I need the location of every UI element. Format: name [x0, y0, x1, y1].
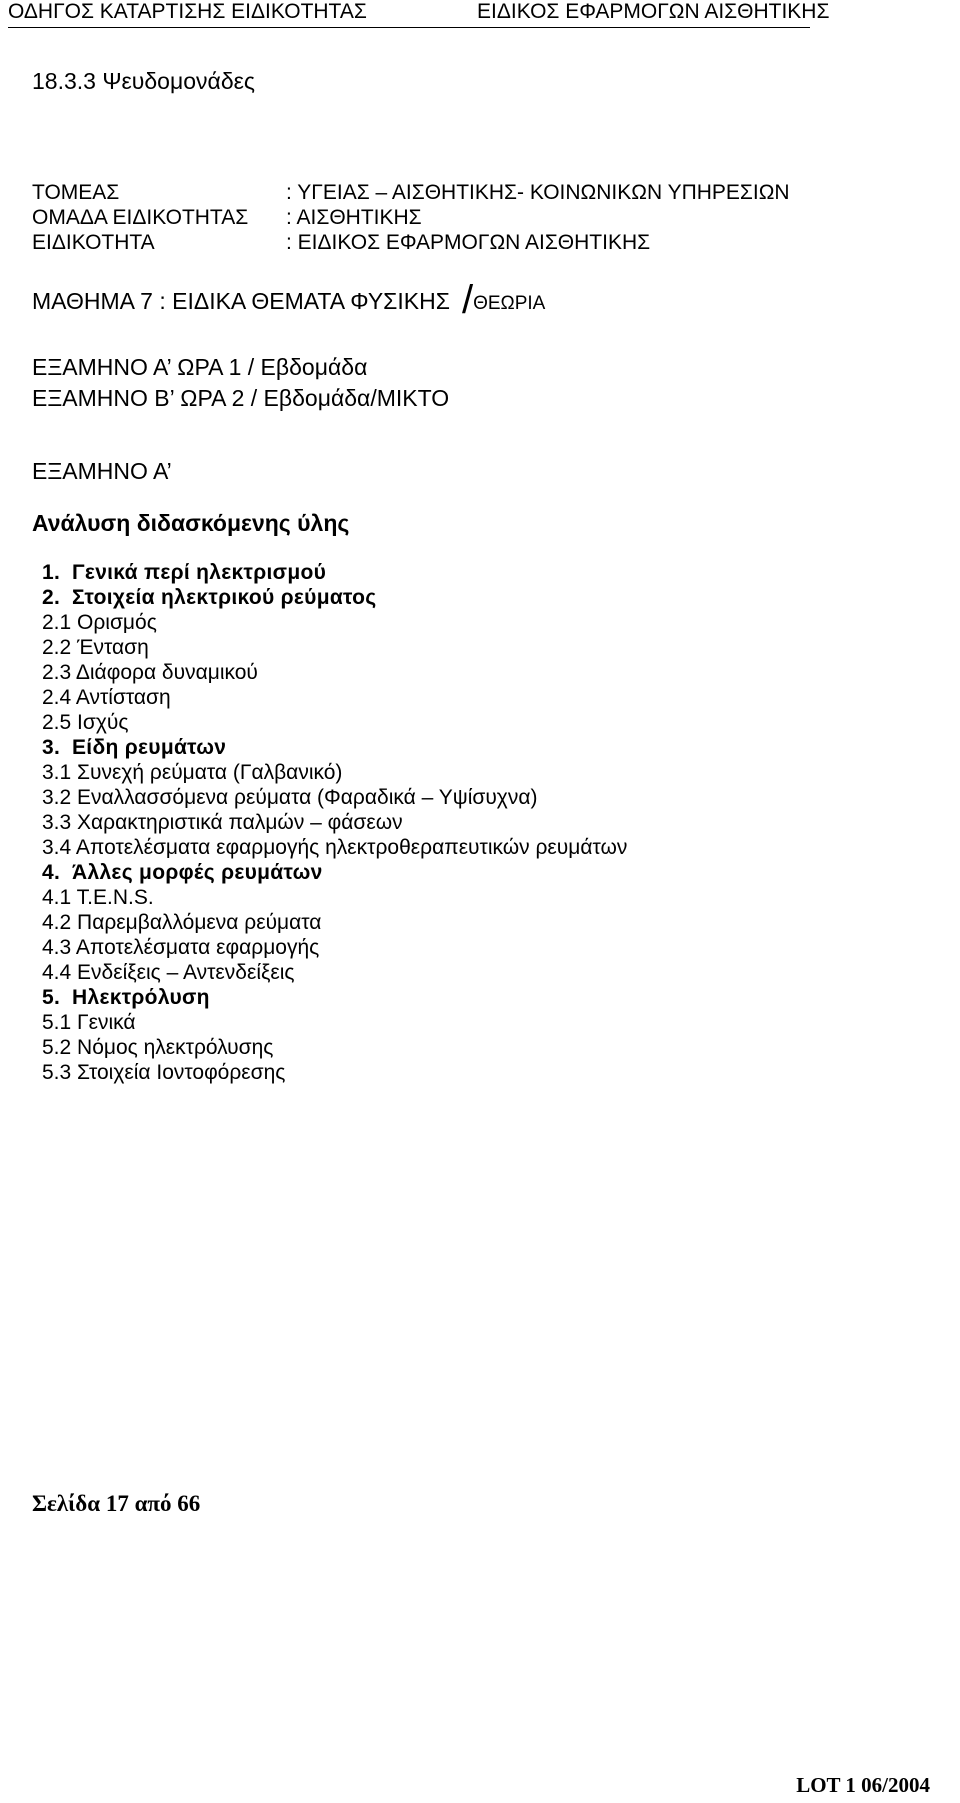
lesson-slash: / — [461, 278, 474, 322]
outline-subitem — [42, 1035, 627, 1060]
outline-text: 2.1 Ορισμός — [42, 611, 157, 634]
meta-label-specialty: ΕΙΔΙΚΟΤΗΤΑ — [32, 231, 155, 254]
outline-subitem — [42, 960, 627, 985]
outline-chapter-number: 3. — [42, 736, 61, 759]
lesson-main: ΜΑΘΗΜΑ 7 : ΕΙΔΙΚΑ ΘΕΜΑΤΑ ΦΥΣΙΚΗΣ — [32, 288, 450, 314]
meta-value-group: : ΑΙΣΘΗΤΙΚΗΣ — [286, 206, 422, 229]
outline-text: 4.3 Αποτελέσματα εφαρμογής — [42, 936, 320, 959]
outline-text: Γενικά περί ηλεκτρισμού — [72, 561, 327, 584]
lot-label: LOT 1 06/2004 — [796, 1773, 930, 1797]
lesson-title — [32, 278, 546, 322]
outline-subitem — [42, 635, 627, 660]
outline-subitem — [42, 610, 627, 635]
outline-chapter — [42, 560, 627, 585]
hours-semester-b: ΕΞΑΜΗΝΟ Β’ ΩΡΑ 2 / Εβδομάδα/ΜΙΚΤΟ — [32, 385, 450, 411]
meta-value-specialty: : ΕΙΔΙΚΟΣ ΕΦΑΡΜΟΓΩΝ ΑΙΣΘΗΤΙΚΗΣ — [286, 231, 651, 254]
header-left: ΟΔΗΓΟΣ ΚΑΤΑΡΤΙΣΗΣ ΕΙΔΙΚΟΤΗΤΑΣ — [8, 0, 367, 23]
outline-chapter — [42, 860, 627, 885]
meta-label-group: ΟΜΑΔΑ ΕΙΔΙΚΟΤΗΤΑΣ — [32, 206, 249, 229]
outline-chapter-number: 2. — [42, 586, 61, 609]
outline-text: 2.5 Ισχύς — [42, 711, 129, 734]
outline-text: 5.3 Στοιχεία Ιοντοφόρεσης — [42, 1061, 286, 1084]
header-right: ΕΙΔΙΚΟΣ ΕΦΑΡΜΟΓΩΝ ΑΙΣΘΗΤΙΚΗΣ — [477, 0, 830, 23]
outline-subitem — [42, 935, 627, 960]
outline-subitem — [42, 660, 627, 685]
outline-text: 3.2 Εναλλασσόμενα ρεύματα (Φαραδικά – Υψίσυχνα) — [42, 786, 538, 809]
outline-text: 5.2 Νόμος ηλεκτρόλυσης — [42, 1036, 274, 1059]
outline-chapter-number: 4. — [42, 861, 61, 884]
outline-text: 3.1 Συνεχή ρεύματα (Γαλβανικό) — [42, 761, 343, 784]
outline-chapter — [42, 735, 627, 760]
outline-text: 2.4 Αντίσταση — [42, 686, 171, 709]
header-rule — [8, 27, 810, 28]
page-number: Σελίδα 17 από 66 — [32, 1491, 201, 1516]
lesson-type: ΘΕΩΡΙΑ — [473, 293, 546, 314]
outline-text: 2.2 Ένταση — [42, 636, 149, 659]
syllabus-outline — [42, 560, 627, 1085]
outline-subitem — [42, 835, 627, 860]
outline-text: Είδη ρευμάτων — [72, 736, 227, 759]
outline-chapter — [42, 585, 627, 610]
semester-heading: ΕΞΑΜΗΝΟ Α’ — [32, 458, 172, 484]
meta-value-sector: : ΥΓΕΙΑΣ – ΑΙΣΘΗΤΙΚΗΣ- ΚΟΙΝΩΝΙΚΩΝ ΥΠΗΡΕΣΙΩΝ — [286, 181, 790, 204]
outline-text: Στοιχεία ηλεκτρικού ρεύματος — [72, 586, 377, 609]
hours-block — [32, 352, 449, 414]
meta-values — [286, 180, 790, 255]
outline-text: 5.1 Γενικά — [42, 1011, 136, 1034]
meta-label-sector: ΤΟΜΕΑΣ — [32, 181, 120, 204]
outline-subitem — [42, 1010, 627, 1035]
outline-subitem — [42, 810, 627, 835]
outline-subitem — [42, 685, 627, 710]
outline-subitem — [42, 1060, 627, 1085]
outline-chapter — [42, 985, 627, 1010]
meta-labels — [32, 180, 248, 255]
outline-text: 4.1 T.E.N.S. — [42, 886, 154, 909]
outline-text: 3.4 Αποτελέσματα εφαρμογής ηλεκτροθεραπευτικών ρευμάτων — [42, 836, 628, 859]
outline-text: 2.3 Διάφορα δυναμικού — [42, 661, 258, 684]
outline-text: Ηλεκτρόλυση — [72, 986, 210, 1009]
outline-subitem — [42, 760, 627, 785]
outline-chapter-number: 5. — [42, 986, 61, 1009]
section-title: 18.3.3 Ψευδομονάδες — [32, 68, 255, 94]
hours-semester-a: ΕΞΑΜΗΝΟ Α’ ΩΡΑ 1 / Εβδομάδα — [32, 354, 368, 380]
outline-subitem — [42, 785, 627, 810]
analysis-heading: Ανάλυση διδασκόμενης ύλης — [32, 510, 350, 536]
outline-text: 4.4 Ενδείξεις – Αντενδείξεις — [42, 961, 295, 984]
outline-subitem — [42, 910, 627, 935]
outline-text: 4.2 Παρεμβαλλόμενα ρεύματα — [42, 911, 322, 934]
outline-subitem — [42, 710, 627, 735]
outline-subitem — [42, 885, 627, 910]
outline-text: 3.3 Χαρακτηριστικά παλμών – φάσεων — [42, 811, 403, 834]
outline-text: Άλλες μορφές ρευμάτων — [72, 861, 323, 884]
outline-chapter-number: 1. — [42, 561, 61, 584]
